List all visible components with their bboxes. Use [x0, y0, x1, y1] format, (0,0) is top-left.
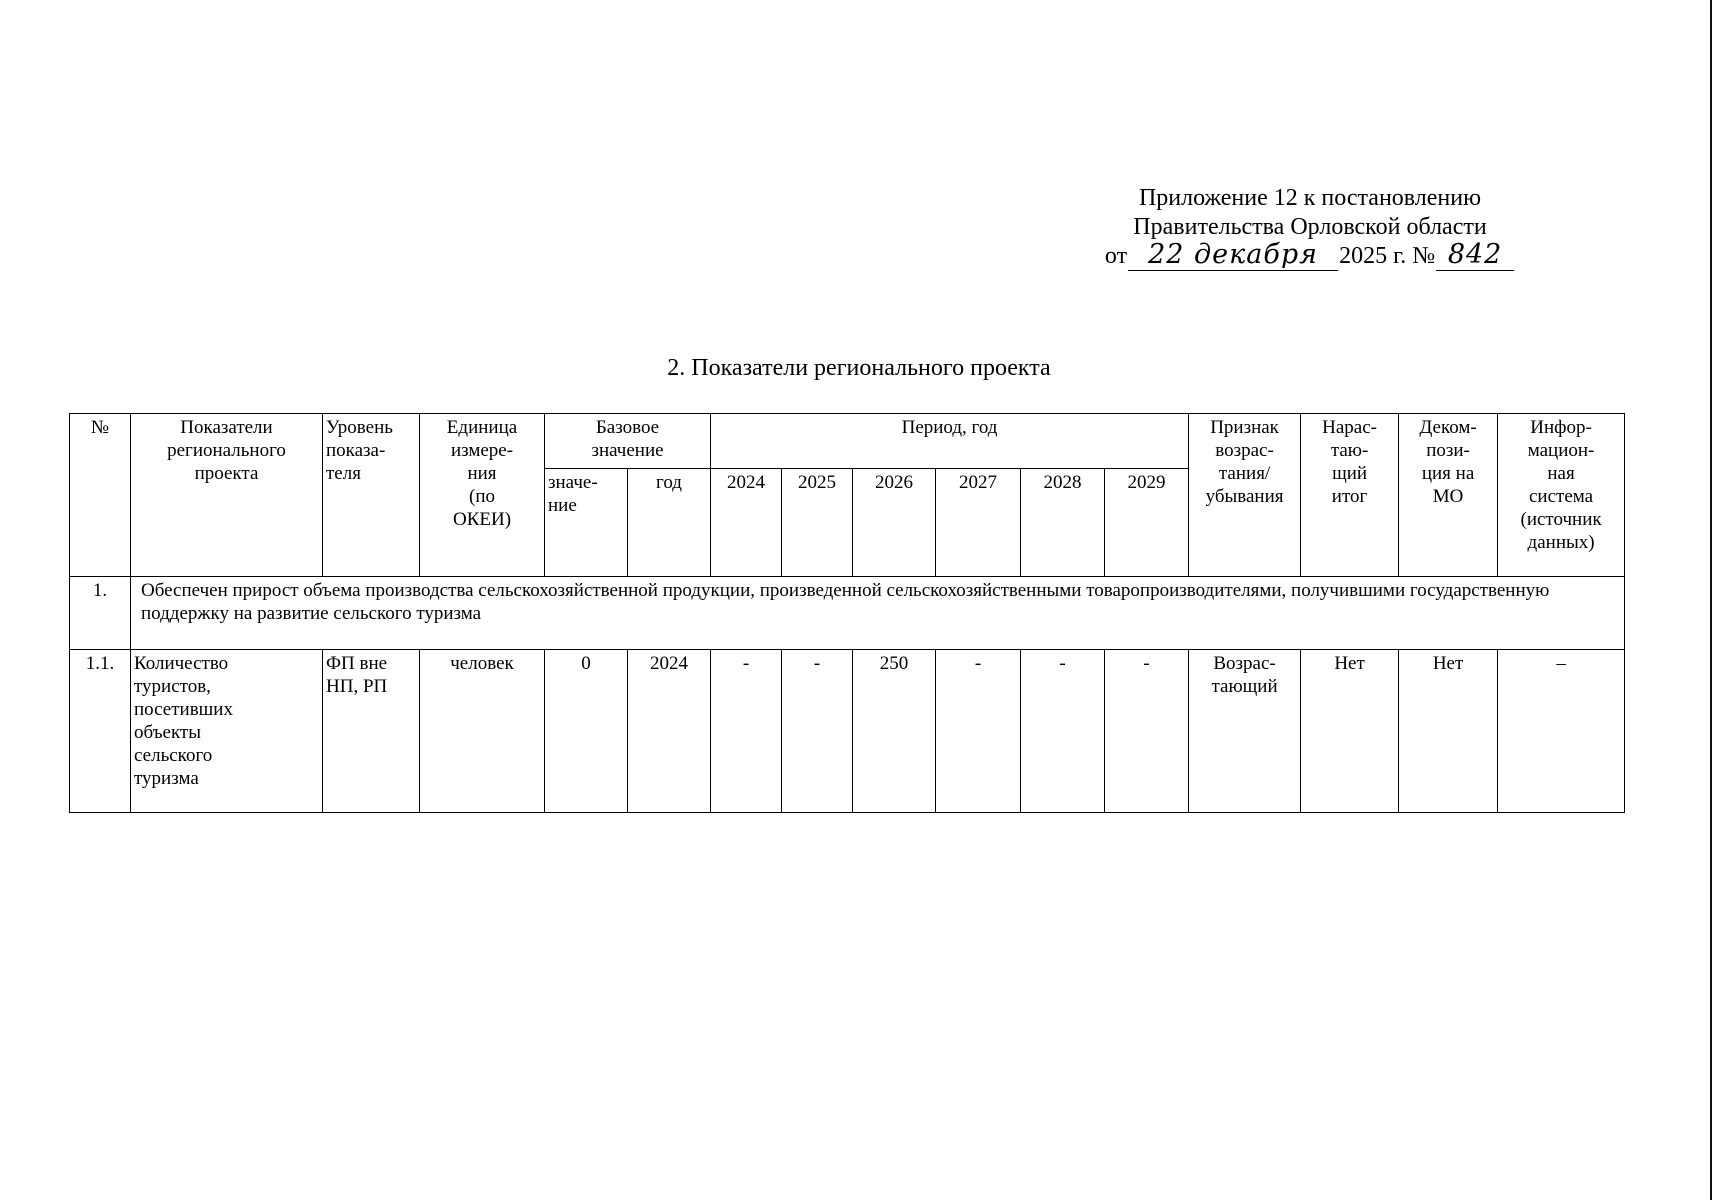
- header-period: Период, год: [711, 414, 1189, 469]
- row-year-2026: 250: [853, 650, 936, 813]
- handwritten-number: 842: [1447, 241, 1503, 268]
- row-num: 1.1.: [70, 650, 131, 813]
- header-base-value-value: значе- ние: [545, 469, 628, 577]
- header-year-2025: 2025: [782, 469, 853, 577]
- header-row-1: [70, 414, 1625, 469]
- header-decomposition: Деком- пози- ция на МО: [1399, 414, 1498, 577]
- header-indicator: Показатели регионального проекта: [131, 414, 323, 577]
- header-year-2027: 2027: [936, 469, 1021, 577]
- appendix-header: [1100, 184, 1520, 271]
- row-indicator: Количество туристов, посетивших объекты сельского туризма: [131, 650, 323, 813]
- goal-num: 1.: [70, 577, 131, 650]
- header-level: Уровень показа- теля: [323, 414, 420, 577]
- row-unit: человек: [420, 650, 545, 813]
- row-year-2029: -: [1105, 650, 1189, 813]
- appendix-line-1: Приложение 12 к постановлению: [1138, 185, 1482, 211]
- scan-edge: [1710, 0, 1712, 1200]
- handwritten-number-field: [1436, 243, 1514, 271]
- section-title: 2. Показатели регионального проекта: [667, 355, 1051, 381]
- header-unit: Единица измере- ния (по ОКЕИ): [420, 414, 545, 577]
- row-sign: Возрас- тающий: [1189, 650, 1301, 813]
- appendix-line-2: Правительства Орловской области: [1133, 214, 1487, 240]
- header-year-2024: 2024: [711, 469, 782, 577]
- header-base-value: Базовое значение: [545, 414, 711, 469]
- goal-text: Обеспечен прирост объема производства сельскохозяйственной продукции, произведенной сельскохозяйственными товаропроизводителями, получившими государственную поддержку на развитие сельского туризма: [131, 577, 1625, 650]
- row-level: ФП вне НП, РП: [323, 650, 420, 813]
- header-base-year: год: [628, 469, 711, 577]
- header-year-2029: 2029: [1105, 469, 1189, 577]
- handwritten-date: 22 декабря: [1148, 241, 1318, 268]
- row-base-value: 0: [545, 650, 628, 813]
- header-year-2026: 2026: [853, 469, 936, 577]
- appendix-date-line: [1100, 242, 1520, 271]
- row-year-2028: -: [1021, 650, 1105, 813]
- row-year-2027: -: [936, 650, 1021, 813]
- table-row: [70, 650, 1625, 813]
- row-base-year: 2024: [628, 650, 711, 813]
- handwritten-date-field: [1128, 243, 1338, 271]
- date-prefix: от: [1104, 243, 1128, 269]
- header-cumulative: Нарас- таю- щий итог: [1301, 414, 1399, 577]
- goal-row: [70, 577, 1625, 650]
- row-year-2025: -: [782, 650, 853, 813]
- header-year-2028: 2028: [1021, 469, 1105, 577]
- row-info-system: –: [1498, 650, 1625, 813]
- header-info-system: Инфор- мацион- ная система (источник данных): [1498, 414, 1625, 577]
- row-decomposition: Нет: [1399, 650, 1498, 813]
- header-sign: Признак возрас- тания/ убывания: [1189, 414, 1301, 577]
- header-num: №: [70, 414, 131, 577]
- row-year-2024: -: [711, 650, 782, 813]
- indicators-table: [69, 413, 1625, 813]
- row-cumulative: Нет: [1301, 650, 1399, 813]
- date-year: 2025 г. №: [1339, 243, 1436, 269]
